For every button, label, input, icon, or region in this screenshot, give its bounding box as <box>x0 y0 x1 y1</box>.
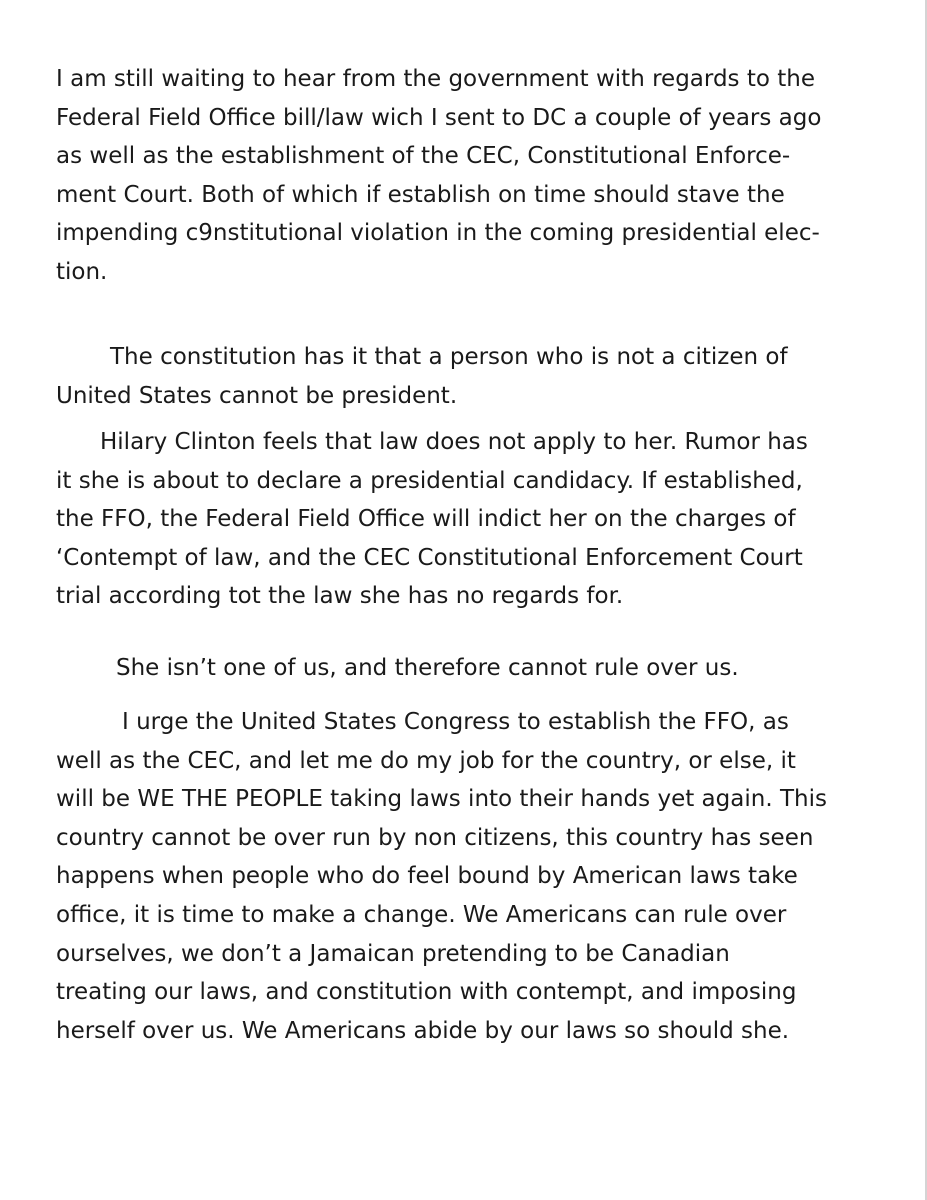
paragraph-line: I am still waiting to hear from the government with regards to the <box>56 66 815 92</box>
paragraph-4 <box>56 649 886 688</box>
paragraph-line: ourselves, we don’t a Jamaican pretending to be Canadian <box>56 940 730 967</box>
paragraph-line: well as the CEC, and let me do my job for the country, or else, it <box>56 747 796 774</box>
paragraph-line: tion. <box>56 258 108 285</box>
paragraph-line: impending c9nstitutional violation in the coming presidential elec- <box>56 220 820 247</box>
paragraph-2 <box>56 338 886 415</box>
paragraph-line: herself over us. We Americans abide by our laws so should she. <box>56 1017 790 1044</box>
paragraph-line: country cannot be over run by non citizens, this country has seen <box>56 824 814 851</box>
paragraph-line: it she is about to declare a presidential candidacy. If established, <box>56 467 803 494</box>
paragraph-3 <box>56 423 886 616</box>
paragraph-line: treating our laws, and constitution with contempt, and imposing <box>56 979 797 1006</box>
paragraph-line: I urge the United States Congress to establish the FFO, as <box>122 709 789 735</box>
paragraph-line: She isn’t one of us, and therefore cannot rule over us. <box>116 655 739 681</box>
paragraph-line: The constitution has it that a person who is not a citizen of <box>110 344 788 370</box>
paragraph-line: will be WE THE PEOPLE taking laws into their hands yet again. This <box>56 786 827 813</box>
paragraph-line: Hilary Clinton feels that law does not apply to her. Rumor has <box>100 429 808 455</box>
paragraph-line: the FFO, the Federal Field Office will indict her on the charges of <box>56 506 796 533</box>
paragraph-line: office, it is time to make a change. We Americans can rule over <box>56 901 787 928</box>
paragraph-line: trial according tot the law she has no regards for. <box>56 583 624 610</box>
paragraph-line: happens when people who do feel bound by American laws take <box>56 863 798 890</box>
paragraph-5 <box>56 703 886 1050</box>
paragraph-line: as well as the establishment of the CEC, Constitutional Enforce- <box>56 143 791 170</box>
paragraph-line: Federal Field Office bill/law wich I sent to DC a couple of years ago <box>56 104 822 131</box>
paragraph-line: ment Court. Both of which if establish on time should stave the <box>56 181 785 208</box>
paragraph-line: United States cannot be president. <box>56 382 458 409</box>
paragraph-1 <box>56 60 886 292</box>
paragraph-line: ‘Contempt of law, and the CEC Constitutional Enforcement Court <box>56 544 803 571</box>
